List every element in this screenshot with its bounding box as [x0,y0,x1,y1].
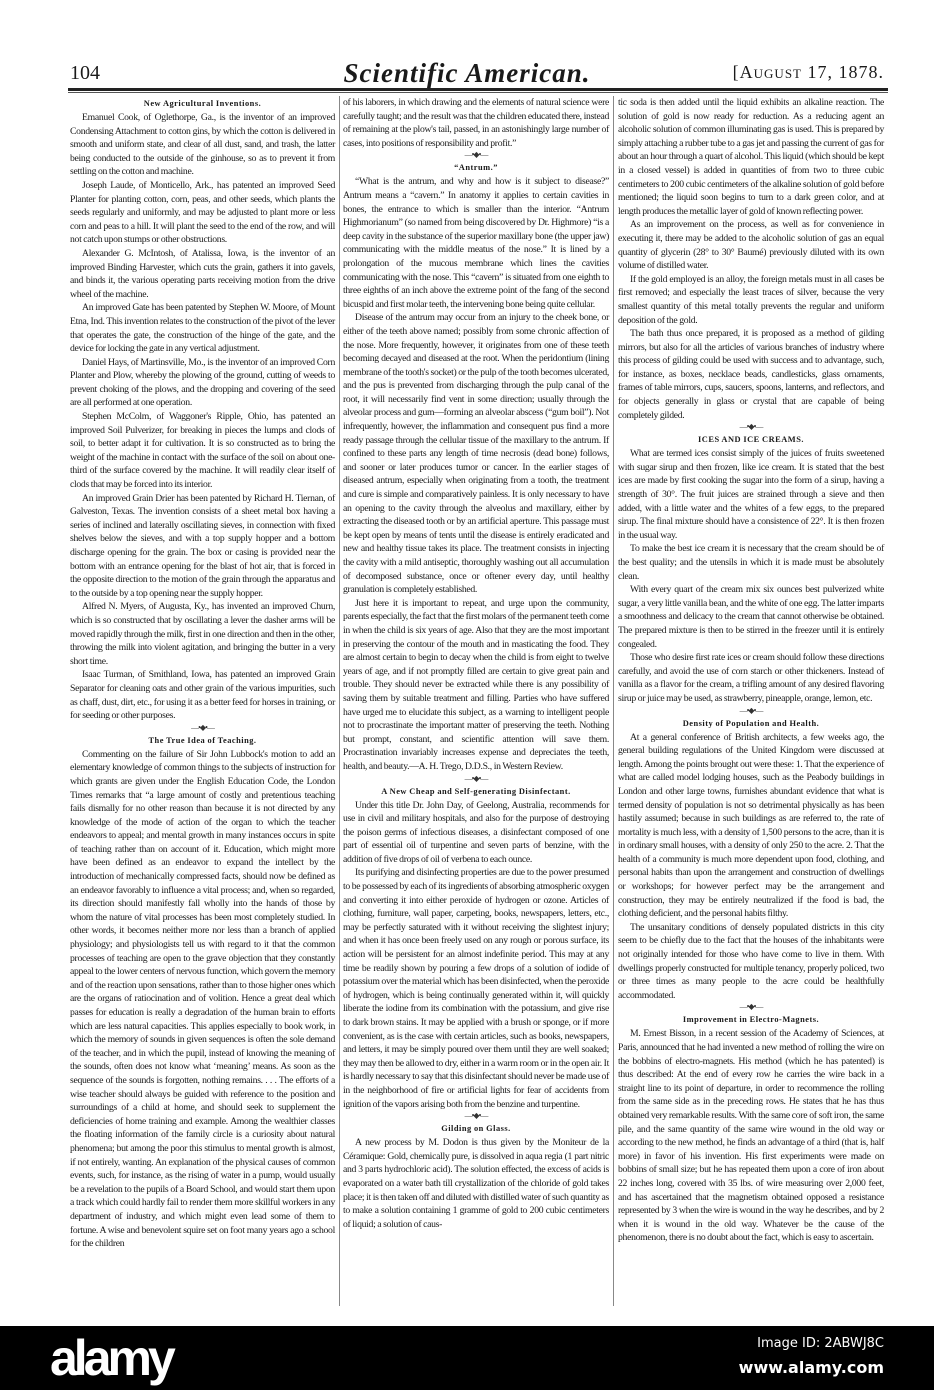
section-divider-ornament: —•◆•— [739,705,763,715]
issue-date: [August 17, 1878. [732,62,884,82]
article-paragraph: Disease of the antrum may occur from an injury to the cheek bone, or either of the teeth above named; possibly from some chronic affection of the nose. More frequently, however, it originates from one of these teeth becoming decayed and diseased at the root. When the peridontium (lining membrane of the tooth's socket) or the pulp of the tooth becomes ulcerated, and the pus is prevented from discharging through the pulp canal of the root, it will necessarily find vent in some direction; usually through the alveolar process and gum—forming an alveolar abscess (“gum boil”). Not infrequently, however, the inflammation and consequent pus find a more ready passage through the cellular tissue of the maxillary to the antrum. If confined to these parts any length of time necrosis (dead bone) follows, and sooner or later produces tumor or cancer. In the earlier stages of diseased antrum, especially when originating from a tooth, the treatment and cure is simple and comparatively painless. It is only necessary to have an opening to the cavity through the alveolus and maxillary, either by extracting the diseased tooth or by an artificial aperture. This passage must be kept open by means of tents until the disease is entirely eradicated and new and healthy tissue takes its place. The treatment consists in injecting the cavity with a mild antiseptic, thoroughly washing out all accumulation of decomposed substance, once or oftener every day, until healthy granulation is completely established. [343,312,609,596]
article-paragraph: tic soda is then added until the liquid exhibits an alkaline reaction. The solution of gold is now ready for reduction. As a reducing agent an alcoholic solution of common illuminating gas is used. This is prepared by simply attaching a rubber tube to a gas jet and passing the current of gas for about an hour through a quart of alcohol. This liquid (which should be kept in a closed vessel) is added in quantities of from two to three cubic centimeters to 200 cubic centimeters of the alkaline solution of gold before mentioned; the liquid soon begins to turn to a dark green color, and at length produces the metallic layer of gold of known reflecting power. [618,97,884,217]
article-paragraph: Stephen McColm, of Waggoner's Ripple, Ohio, has patented an improved Soil Pulverizer, for breaking in pieces the lumps and clods of soil, to better adapt it for cultivation. It is so constructed as to bring the weight of the machine in contact with the surface of the soil on about one-third of the surface covered by the machine. It will readily clear itself of clods that may be forced into its interior. [70,411,335,491]
article-paragraph: Joseph Laude, of Monticello, Ark., has patented an improved Seed Planter for planting cotton, corn, peas, and other seeds, which plants the seeds regularly and uniformly, and may be adjusted to plant more or less corn and peas to a hill. It will plant the seed to the end of the row, and will not catch upon stumps or other obstructions. [70,179,335,246]
article-paragraph: As an improvement on the process, as well as for convenience in executing it, there may be added to the alcoholic solution of gas an equal quantity of glycerin (28° to 30° Baumé) previously diluted with its own volume of distilled water. [618,219,884,272]
article-paragraph: The unsanitary conditions of densely populated districts in this city seem to be chiefly due to the fact that the houses of the inhabitants were not originally intended for those who have come to live in them. With dwellings properly constructed for multiple tenancy, properly policed, two or three times as many people to the acre could be healthfully accommodated. [618,921,884,1001]
page-number: 104 [70,62,100,84]
masthead: Scientific American. [343,58,591,88]
header-rule-thin [68,92,888,93]
article-paragraph: An improved Grain Drier has been patented by Richard H. Tiernan, of Galveston, Texas. The invention consists of a sheet metal box having a series of inclined and laterally oscillating sieves, in connection with fixed shelves below the sieves, and with a top supply hopper and a bottom discharge opening for the grain. The box or casing is provided near the bottom with an entrance opening for the blast of hot air, that is forced in the opposite direction to the motion of the grain through the apparatus and to the outside by a top opening near the supply hopper. [70,492,335,599]
article-paragraph: If the gold employed is an alloy, the foreign metals must in all cases be first removed; and especially the least traces of silver, because the very smallest quantity of this metal totally prevents the regular and uniform deposition of the gold. [618,273,884,326]
article-heading: “Antrum.” [454,163,498,173]
article-paragraph: A new process by M. Dodon is thus given by the Moniteur de la Céramique: Gold, chemically pure, is dissolved in aqua regia (1 part nitric and 3 parts hydrochloric acid). The solution effected, the excess of acids is evaporated on a water bath till crystallization of the chloride of gold takes place; it is then taken off and diluted with distilled water of such quantity as to make a solution containing 1 gramme of gold to 200 cubic centimeters of liquid; a solution of caus- [343,1137,609,1230]
section-divider-ornament: —•◆•— [464,773,488,783]
article-paragraph: M. Ernest Bisson, in a recent session of the Academy of Sciences, at Paris, announced that he had invented a new method of rolling the wire on the bobbins of electro-magnets. His method (which he has patented) is thus described: At the end of every row he carries the wire back in a straight line to its point of departure, in order to recommence the rolling from the same side as in the preceding rows. He states that he has thus obtained very remarkable results. With the same core of soft iron, the same pile, and the same quantity of the same wire wound in the old way or according to the new method, he finds an advantage of a third (that is, half more) in favor of his invention. His first experiments were made on bobbins of small size; but he has repeated them upon a core of iron about 22 inches long, covered with 35 lbs. of wire measuring over 2,000 feet, and has ascertained that the magnetism obtained opposed a resistance represented by 3 when the wire is wound in the way he describes, and by 2 when it is wound in the old way. Whatever be the cause of the phenomenon, there is no doubt about the fact, which is easy to ascertain. [618,1028,884,1244]
article-paragraph: Its purifying and disinfecting properties are due to the power presumed to be possessed by each of its ingredients of absorbing atmospheric oxygen and converting it into either peroxide of hydrogen or ozone. Articles of clothing, furniture, wall paper, carpeting, books, newspapers, letters, etc., may be perfectly saturated with it without receiving the slightest injury; and when it has once been freely used on any rough or porous surface, its action will be persistent for an almost indefinite period. This may at any time be readily shown by pouring a few drops of a solution of iodide of potassium over the material which has been disinfected, when the peroxide of hydrogen, which is being continually generated within it, will quickly liberate the iodine from its combination with the potassium, and give rise to dark brown stains. It may be applied with a brush or sponge, or if more convenient, as is the case with certain articles, such as books, newspapers, and letters, it may be simply poured over them until they are well soaked; they may then be allowed to dry, either in a warm room or in the open air. It is hardly necessary to say that this disinfectant should never be made use of in the neighborhood of fire or artificial lights for fear of accidents from ignition of the vapors arising both from the benzine and turpentine. [343,867,609,1110]
article-paragraph: The bath thus once prepared, it is proposed as a method of gilding mirrors, but also for all the articles of various branches of industry where this process of gilding could be used with success and to advantage, such, for instance, as boxes, necklace beads, candlesticks, glass ornaments, frames of table mirrors, cups, saucers, spoons, lanterns, and reflectors, and for objects generally in glass or crystal that are capable of being completely gilded. [618,328,884,421]
column-divider [339,96,340,1306]
article-paragraph: Alexander G. McIntosh, of Atalissa, Iowa, is the inventor of an improved Binding Harvester, which cuts the grain, gathers it into gavels, and binds it, the various operating parts receiving motion from the drive wheel of the machine. [70,247,335,300]
article-paragraph: What are termed ices consist simply of the juices of fruits sweetened with sugar sirup and then frozen, like ice cream. It is stated that the best ices are made by first cooking the sugar into the form of a sirup, having a strength of 30°. The fruit juices are strained through a sieve and then added, with a little water and the whites of a few eggs, to the prepared sirup. The final mixture should have a consistence of 22°. It is then frozen in the usual way. [618,448,884,541]
section-divider-ornament: —•◆•— [739,1002,763,1012]
article-heading: A New Cheap and Self-generating Disinfectant. [381,786,571,796]
watermark-banner [0,1326,934,1390]
article-heading: The True Idea of Teaching. [148,735,257,745]
article-heading: Gilding on Glass. [441,1124,511,1134]
article-paragraph: Just here it is important to repeat, and urge upon the community, parents especially, the fact that the first molars of the permanent teeth come in when the child is six years of age. Also that they are the most important in preserving the contour of the mouth and in masticating the food. They are almost certain to begin to decay when the child is from eight to twelve years of age, and if not promptly filled are certain to give great pain and trouble. They should never be extracted while there is any possibility of saving them by suitable treatment and filling. Parties who have suffered have urged me to elucidate this subject, as a warning to intelligent people not to procrastinate the important matter of preserving the teeth. Nothing but prompt, constant, and scientific attention will save them. Procrastination invariably increases expense and depreciates the teeth, health, and beauty.—A. H. Trego, D.D.S., in Western Review. [343,597,609,772]
article-heading: Improvement in Electro-Magnets. [682,1015,820,1025]
site-url: www.alamy.com [738,1358,884,1377]
article-paragraph: An improved Gate has been patented by Stephen W. Moore, of Mount Etna, Ind. This invention relates to the construction of the pivot of the lever that operates the gate, the construction of the hinge of the gate, and the device for locking the gate in any vertical adjustment. [70,302,335,355]
section-divider-ornament: —•◆•— [739,422,763,432]
article-paragraph: At a general conference of British architects, a few weeks ago, the general building regulations of the United Kingdom were discussed at length. Among the points brought out were these: 1. That the experience of what are called model lodging houses, such as the Peabody buildings in London and other large towns, furnishes abundant evidence that what is termed density of population is not so detrimental physically as has been hastily assumed; because in such buildings as are referred to, the rate of mortality is much less, with a density of 1,500 persons to the acre, than it is in ordinary small houses, with a density of only 250 to the acre. 2. That the health of a community is much more dependent upon food, clothing, and personal habits than upon the arrangement and construction of dwellings or workshops; for however perfect may be the arrangement and construction, they may be entirely neutralized if the food is bad, the clothing deficient, and the personal habits filthy. [618,731,884,920]
article-paragraph: Under this title Dr. John Day, of Geelong, Australia, recommends for use in civil and military hospitals, and also for the purpose of destroying the poison germs of infectious diseases, a disinfectant composed of one part of essential oil of turpentine and seven parts of benzine, with the addition of five drops of oil of verbena to each ounce. [343,799,609,865]
article-heading: ICES AND ICE CREAMS. [698,435,804,445]
header-rule [68,88,888,91]
column-3 [618,96,884,1245]
article-paragraph: Daniel Hays, of Martinsville, Mo., is the inventor of an improved Corn Planter and Plow, whereby the plowing of the ground, cutting of weeds to prevent choking of the plows, and the dropping and covering of the seed are all performed at one operation. [70,356,335,409]
column-2 [343,96,609,1231]
article-paragraph: of his laborers, in which drawing and the elements of natural science were carefully taught; and the result was that the children educated there, instead of remaining at the plow's tail, passed, in an astonishingly large number of cases, into positions of responsibility and profit.” [343,97,609,149]
article-paragraph: With every quart of the cream mix six ounces best pulverized white sugar, a very little vanilla bean, and the white of one egg. The latter imparts a smoothness and delicacy to the cream that cannot otherwise be obtained. The prepared mixture is then to be stirred in the freezer until it is entirely congealed. [618,584,884,650]
article-heading: Density of Population and Health. [682,718,820,728]
article-paragraph: Commenting on the failure of Sir John Lubbock's motion to add an elementary knowledge of common things to the subjects of instruction for which grants are given under the English Education Code, the London Times remarks that “a large amount of costly and pretentious teaching fails dismally for no other reason than because it is not directed by any knowledge of the mode of action of the organ to which the teacher endeavors to appeal; and mental growth in many instances occurs in spite of teaching rather than on account of it. Education, which might more have been defined as an endeavor to expand the intellect by the introduction of mechanically compressed facts, should now be defined as an endeavor favorably to influence a vital process; and, when so regarded, its direction should manifestly fall wholly into the hands of those by whom the nature of vital processes has been most completely studied. In other words, it becomes neither more nor less than a branch of applied physiology; and physiologists tell us with regard to it that the common processes of teaching are open to the grave objection that they constantly appeal to the lower centers of nervous function, which govern the memory and of the reaction upon sensations, rather than to those higher ones which are the organs of ratiocination and of volition. Hence a great deal which passes for education is really a degradation of the human brain to efforts which are less natural capacities. This applies especially to book work, in which the memory of sounds in given sequences is often the sole demand of the teacher, and in which the pupil, instead of knowing the meaning of the sounds, often does not know what ‘meaning’ means. As soon as the sequence of the sounds is forgotten, nothing remains. . . . The efforts of a wise teacher should always be guided with reference to the position and surroundings of a child at home, and should seek to supplement the deficiencies of home training and example. Among the wealthier classes the floating information of the family circle is a curiosity about natural phenomena; but among the poor this stimulus to mental growth is almost, if not entirely, wanting. An explanation of the physical causes of common events, such, for instance, as the rising of water in a pump, would usually be a revelation to the pupils of a Board School, and would start them upon a track which could hardly fail to render them more skillful workers in any department of industry, and which might even lead some of them to fortune. A wise and benevolent squire set on foot many years ago a school for the children [70,748,335,1250]
section-divider-ornament: —•◆•— [464,1111,488,1121]
section-divider-ornament: —•◆•— [464,150,488,160]
article-paragraph: “What is the antrum, and why and how is it subject to disease?” Antrum means a “cavern.” In anatomy it applies to certain cavities in bones, the entrance to which is smaller than the interior. “Antrum Highmorianum” (so named from being discovered by Dr. Highmore) “is a deep cavity in the substance of the superior maxillary bone (the upper jaw) communicating with the middle meatus of the nose.” It is lined by a prolongation of the mucous membrane which lines the cavities communicating with the nose. This “cavern” is situated from one eighth to three eighths of an inch above the extreme point of the fang of the second bicuspid and first molar teeth, the intervening bone being quite cellular. [343,176,609,310]
article-paragraph: Isaac Turman, of Smithland, Iowa, has patented an improved Grain Separator for cleaning oats and other grain of the various impurities, such as chaff, dust, dirt, etc., for using it as a better feed for horses in training, or for seeding or other purposes. [70,669,335,722]
image-id: Image ID: 2ABWJ8C [757,1336,884,1351]
article-paragraph: Emanuel Cook, of Oglethorpe, Ga., is the inventor of an improved Condensing Attachment to cotton gins, by which the cotton is delivered in smooth and uniform state, and clear of all dust, sand, and trash, the latter being conducted to the outside of the ginhouse, so as to prevent it from settling on the cotton and machine. [70,112,335,178]
article-paragraph: To make the best ice cream it is necessary that the cream should be of the best quality; and the utensils in which it is made must be absolutely clean. [618,543,884,582]
column-1 [70,96,335,1251]
section-divider-ornament: —•◆•— [191,722,214,732]
article-heading: New Agricultural Inventions. [143,99,262,108]
article-paragraph: Alfred N. Myers, of Augusta, Ky., has invented an improved Churn, which is so constructed that by oscillating a lever the dasher arms will be moved rapidly through the milk, first in one direction and then in the other, throwing the milk into violent agitation, and bringing the butter in a very short time. [70,601,335,667]
article-paragraph: Those who desire first rate ices or cream should follow these directions carefully, and avoid the use of corn starch or other thickeners. Instead of vanilla as a flavor for the cream, a trifling amount of any desired flavoring sirup or juice may be used, as strawberry, pineapple, orange, lemon, etc. [618,652,884,704]
column-divider [613,96,614,1306]
alamy-logo: alamy [50,1330,172,1386]
